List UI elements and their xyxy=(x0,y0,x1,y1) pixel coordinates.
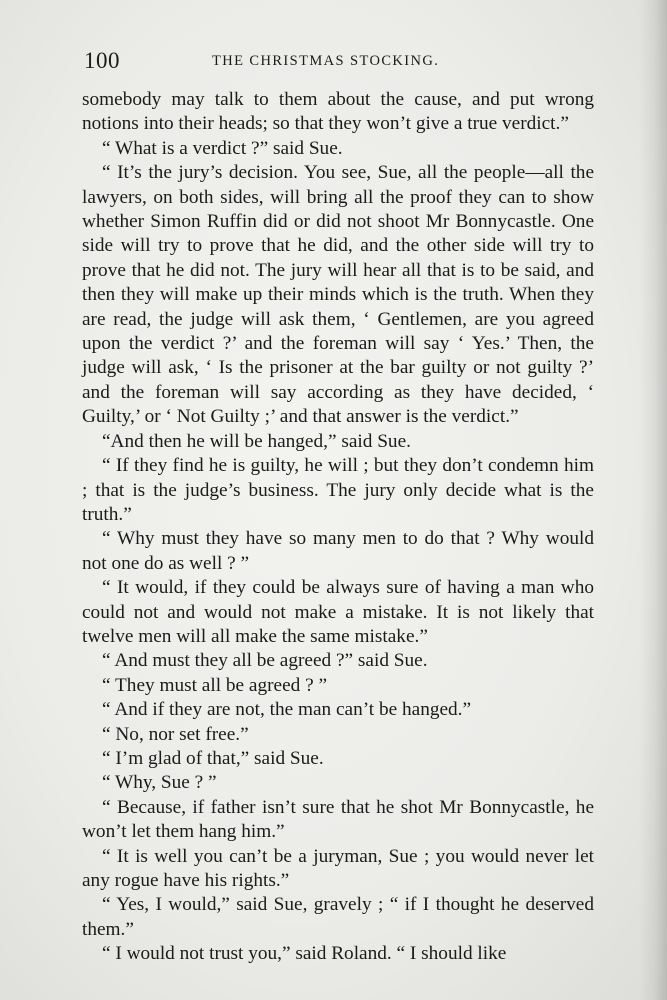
paragraph: “ And if they are not, the man can’t be hanged.” xyxy=(102,699,472,721)
paragraph: “ No, nor set free.” xyxy=(102,723,249,745)
paragraph: “ What is a verdict ?” said Sue. xyxy=(102,137,343,159)
page-edge-shadow xyxy=(639,0,667,1000)
paragraph: “ If they find he is guilty, he will ; but they don’t condemn him ; that is the judge’s business. The jury only decide what is the truth.” xyxy=(82,455,594,525)
paragraph: “ Why, Sue ? ” xyxy=(102,772,217,794)
paragraph: “ And must they all be agreed ?” said Sue. xyxy=(102,650,428,672)
paragraph: “ It is well you can’t be a juryman, Sue ; you would never let any rogue have his rights.” xyxy=(82,845,594,891)
body-text xyxy=(82,88,594,967)
paragraph: “And then he will be hanged,” said Sue. xyxy=(102,430,411,452)
running-title: THE CHRISTMAS STOCKING. xyxy=(212,53,440,69)
paragraph: “ Why must they have so many men to do that ? Why would not one do as well ? ” xyxy=(82,528,594,574)
paragraph: somebody may talk to them about the cause, and put wrong notions into their heads; so that they won’t give a true verdict.” xyxy=(82,89,594,135)
paragraph: “ They must all be agreed ? ” xyxy=(102,674,328,696)
paragraph: “ Because, if father isn’t sure that he shot Mr Bonnycastle, he won’t let them hang him.” xyxy=(82,796,594,843)
paragraph: “ It would, if they could be always sure of having a man who could not and would not make a mistake. It is not likely that twelve men will all make the same mistake.” xyxy=(82,577,594,647)
paragraph: “ I’m glad of that,” said Sue. xyxy=(102,747,324,769)
page-number: 100 xyxy=(84,48,120,73)
page-header xyxy=(84,46,594,76)
paragraph: “ It’s the jury’s decision. You see, Sue, all the people—all the lawyers, on both sides, will bring all the proof they can to show whether Simon Ruffin did or did not shoot Mr Bonnycastle. One side will try to prove that he did, and the other side will try to prove that he did not. The jury will hear all that is to be said, and then they will make up their minds which is the truth. When they are read, the judge will ask them, ‘ Gentlemen, are you agreed upon the verdict ?’ and the foreman will say ‘ Yes.’ Then, the judge will ask, ‘ Is the prisoner at the bar guilty or not guilty ?’ and the foreman will say according as they have decided, ‘ Guilty,’ or ‘ Not Guilty ;’ and that answer is the verdict.” xyxy=(82,162,594,428)
paragraph: “ Yes, I would,” said Sue, gravely ; “ if I thought he deserved them.” xyxy=(82,894,594,940)
paragraph: “ I would not trust you,” said Roland. “ I should like xyxy=(102,943,507,965)
